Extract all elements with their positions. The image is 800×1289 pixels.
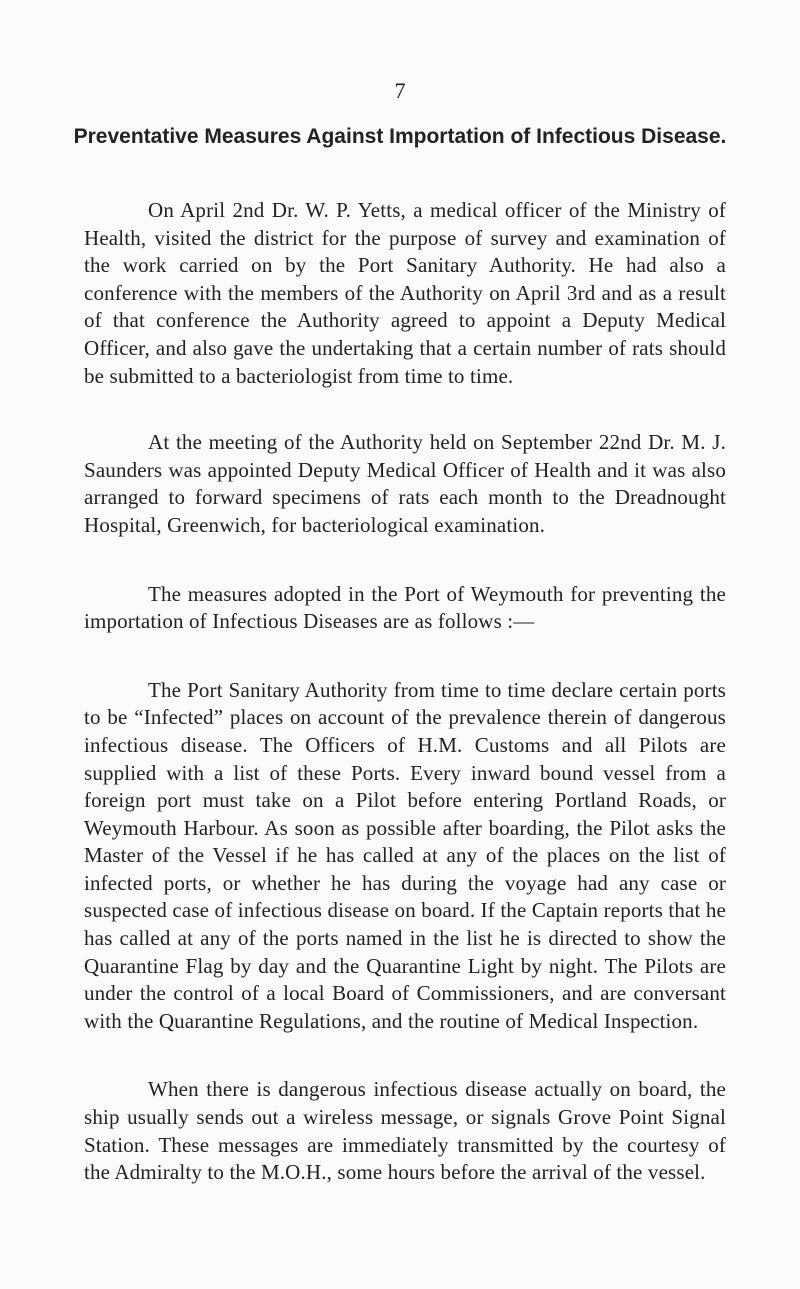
paragraph-measures-intro: The measures adopted in the Port of Weymouth for preventing the importation of Infectious Diseases are as follows :— bbox=[84, 581, 726, 634]
paragraph-wireless-message: When there is dangerous infectious disease actually on board, the ship usually sends out a wireless message, or signals Grove Point Signal Station. These messages are immediately transmitted by the courtesy of the Admiralty to the M.O.H., some hours before the arrival of the vessel. bbox=[84, 1077, 726, 1185]
paragraph-deputy-appointment: At the meeting of the Authority held on September 22nd Dr. M. J. Saunders was appointed Deputy Medical Officer of Health and it was also arranged to forward specimens of rats each month to the Dreadnought Hospital, Greenwich, for bacteriological examination. bbox=[84, 430, 726, 537]
paragraph-ministry-visit: On April 2nd Dr. W. P. Yetts, a medical officer of the Ministry of Health, visited the district for the purpose of survey and examination of the work carried on by the Port Sanitary Authority. He had also a conference with the members of the Authority on April 3rd and as a result of that conference the Authority agreed to appoint a Deputy Medical Officer, and also gave the undertaking that a certain number of rats should be submitted to a bacteriologist from time to time. bbox=[84, 198, 726, 388]
section-heading: Preventative Measures Against Importation of Infectious Disease. bbox=[73, 125, 727, 148]
page-number: 7 bbox=[394, 78, 406, 103]
body-text bbox=[84, 197, 726, 1187]
paragraph-infected-ports: The Port Sanitary Authority from time to time declare certain ports to be “Infected” places on account of the prevalence therein of dangerous infectious disease. The Officers of H.M. Customs and all Pilots are supplied with a list of these Ports. Every inward bound vessel from a foreign port must take on a Pilot before entering Portland Roads, or Weymouth Harbour. As soon as possible after boarding, the Pilot asks the Master of the Vessel if he has called at any of the places on the list of infected ports, or whether he has during the voyage had any case or suspected case of infectious disease on board. If the Captain reports that he has called at any of the ports named in the list he is directed to show the Quarantine Flag by day and the Quarantine Light by night. The Pilots are under the control of a local Board of Commissioners, and are conversant with the Quarantine Regulations, and the routine of Medical Inspection. bbox=[84, 677, 726, 1033]
